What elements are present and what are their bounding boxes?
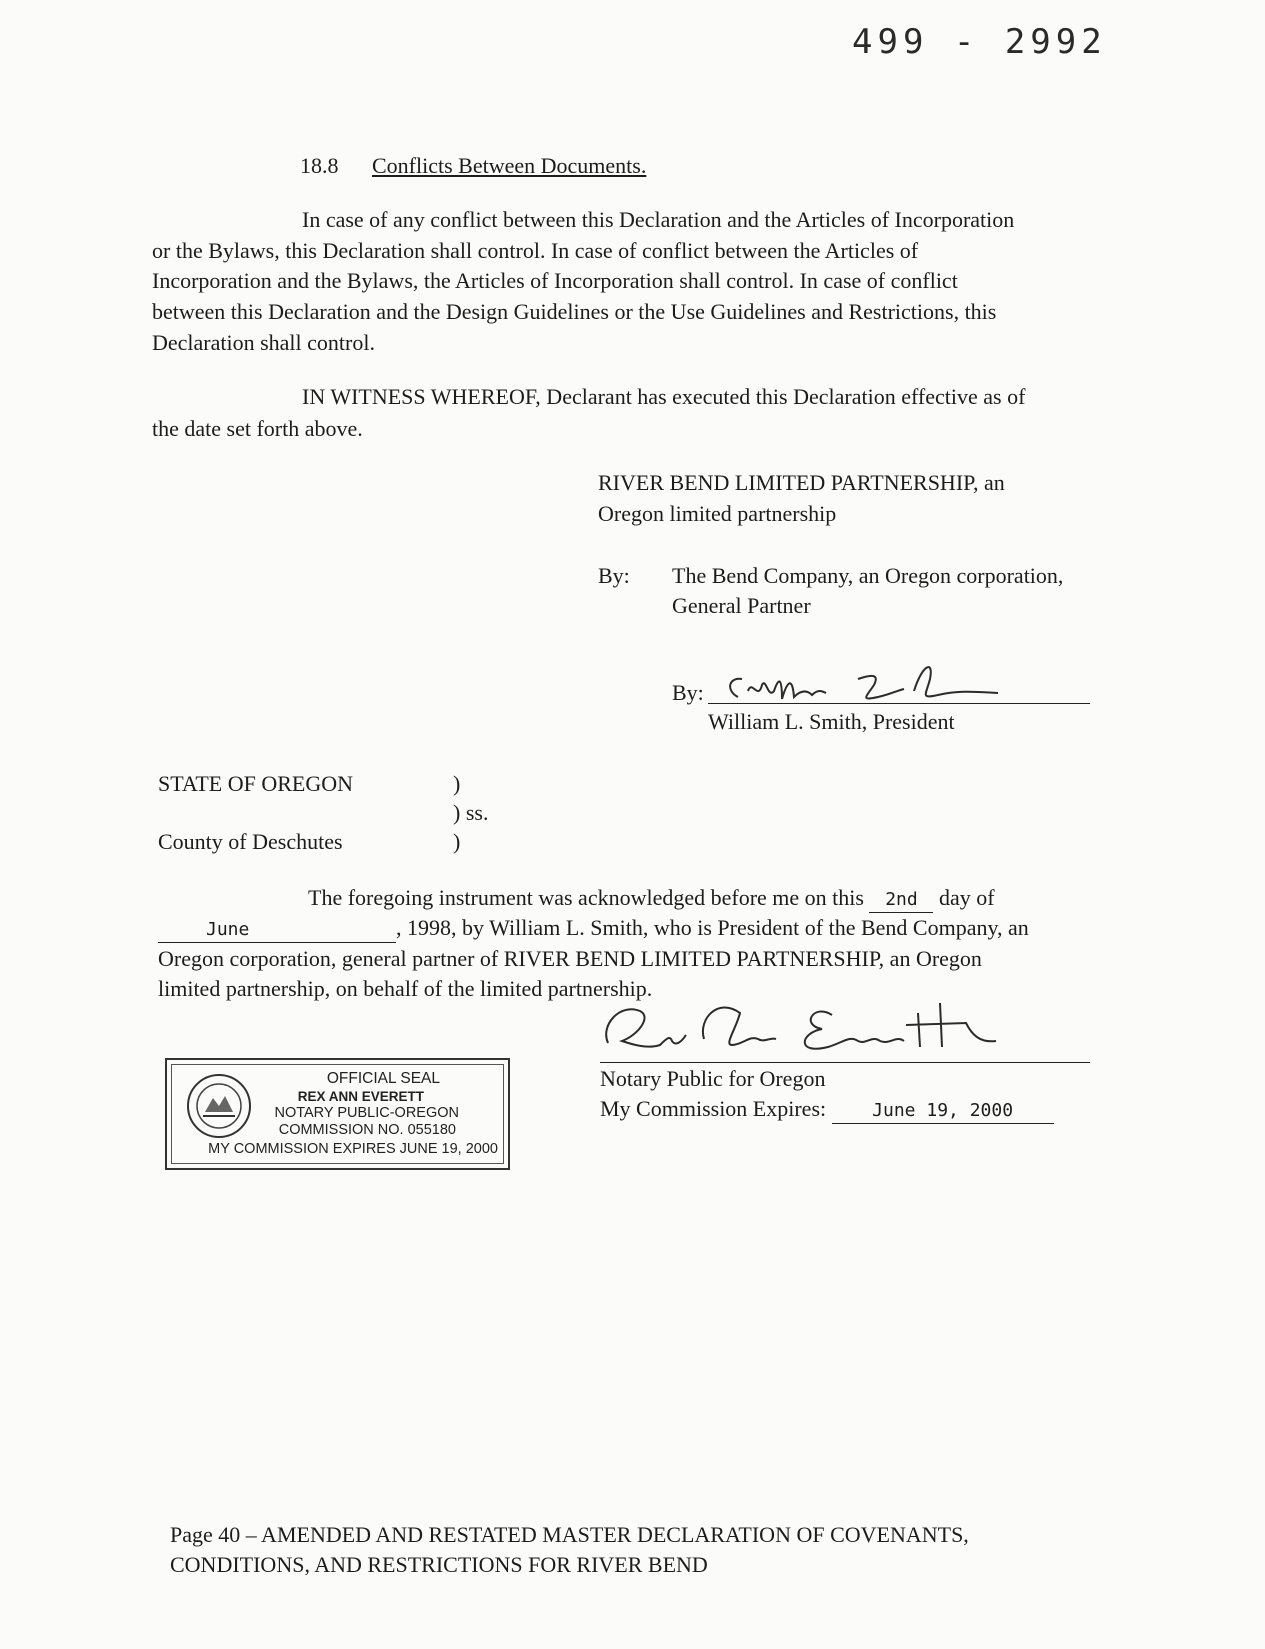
record-number: 499 - 2992 <box>852 22 1107 62</box>
venue-ss: ) ss. <box>453 800 489 825</box>
ack-day: 2nd <box>869 888 933 913</box>
notary-seal <box>165 1058 510 1170</box>
notary-expires-value: June 19, 2000 <box>832 1099 1054 1124</box>
paragraph-line: between this Declaration and the Design Guidelines or the Use Guidelines and Restrictions, this <box>152 299 997 324</box>
seal-line-3: NOTARY PUBLIC-OREGON <box>274 1105 459 1121</box>
footer-line: Page 40 – AMENDED AND RESTATED MASTER DECLARATION OF COVENANTS, <box>170 1522 969 1547</box>
ack-line-2 <box>158 913 1029 943</box>
seal-line-5: MY COMMISSION EXPIRES JUNE 19, 2000 <box>208 1141 498 1157</box>
ack-line-4: limited partnership, on behalf of the limited partnership. <box>158 976 653 1001</box>
paragraph-line: In case of any conflict between this Declaration and the Articles of Incorporation <box>302 207 1015 232</box>
notary-title: Notary Public for Oregon <box>600 1066 826 1091</box>
section-number: 18.8 <box>300 153 339 178</box>
seal-line-4: COMMISSION NO. 055180 <box>278 1122 456 1138</box>
notary-signature <box>600 995 1020 1067</box>
witness-line: IN WITNESS WHEREOF, Declarant has executed this Declaration effective as of <box>302 384 1026 409</box>
seal-line-1: OFFICIAL SEAL <box>326 1070 440 1087</box>
venue-state: STATE OF OREGON <box>158 771 354 796</box>
declarant-name: RIVER BEND LIMITED PARTNERSHIP, an <box>598 470 1005 495</box>
venue-county: County of Deschutes <box>158 829 343 854</box>
president-signature <box>708 655 1038 715</box>
general-partner-name: The Bend Company, an Oregon corporation, <box>672 563 1064 588</box>
notary-expiration <box>600 1094 1054 1124</box>
witness-line: the date set forth above. <box>152 416 363 441</box>
venue-paren: ) <box>453 829 461 854</box>
signer-name: William L. Smith, President <box>708 709 955 734</box>
footer-line: CONDITIONS, AND RESTRICTIONS FOR RIVER BEND <box>170 1552 708 1577</box>
paragraph-line: or the Bylaws, this Declaration shall control. In case of conflict between the Articles of <box>152 238 919 263</box>
ack-line-3: Oregon corporation, general partner of RIVER BEND LIMITED PARTNERSHIP, an Oregon <box>158 946 982 971</box>
by-label: By: <box>598 563 630 588</box>
signature-by-label: By: <box>672 680 704 705</box>
ack-month: June <box>158 918 396 943</box>
section-title: Conflicts Between Documents. <box>372 153 647 178</box>
seal-line-2: REX ANN EVERETT <box>297 1089 424 1104</box>
ack-line-1-text: The foregoing instrument was acknowledged before me on this <box>308 885 864 910</box>
ack-line-2-text: , 1998, by William L. Smith, who is President of the Bend Company, an <box>396 915 1029 940</box>
ack-day-of: day of <box>938 885 995 910</box>
paragraph-line: Declaration shall control. <box>152 330 375 355</box>
notary-expires-label: My Commission Expires: <box>600 1096 827 1121</box>
ack-line-1 <box>308 883 995 913</box>
declarant-type: Oregon limited partnership <box>598 501 837 526</box>
general-partner-role: General Partner <box>672 593 811 618</box>
venue-paren: ) <box>453 771 461 796</box>
paragraph-line: Incorporation and the Bylaws, the Articles of Incorporation shall control. In case of conflict <box>152 268 958 293</box>
